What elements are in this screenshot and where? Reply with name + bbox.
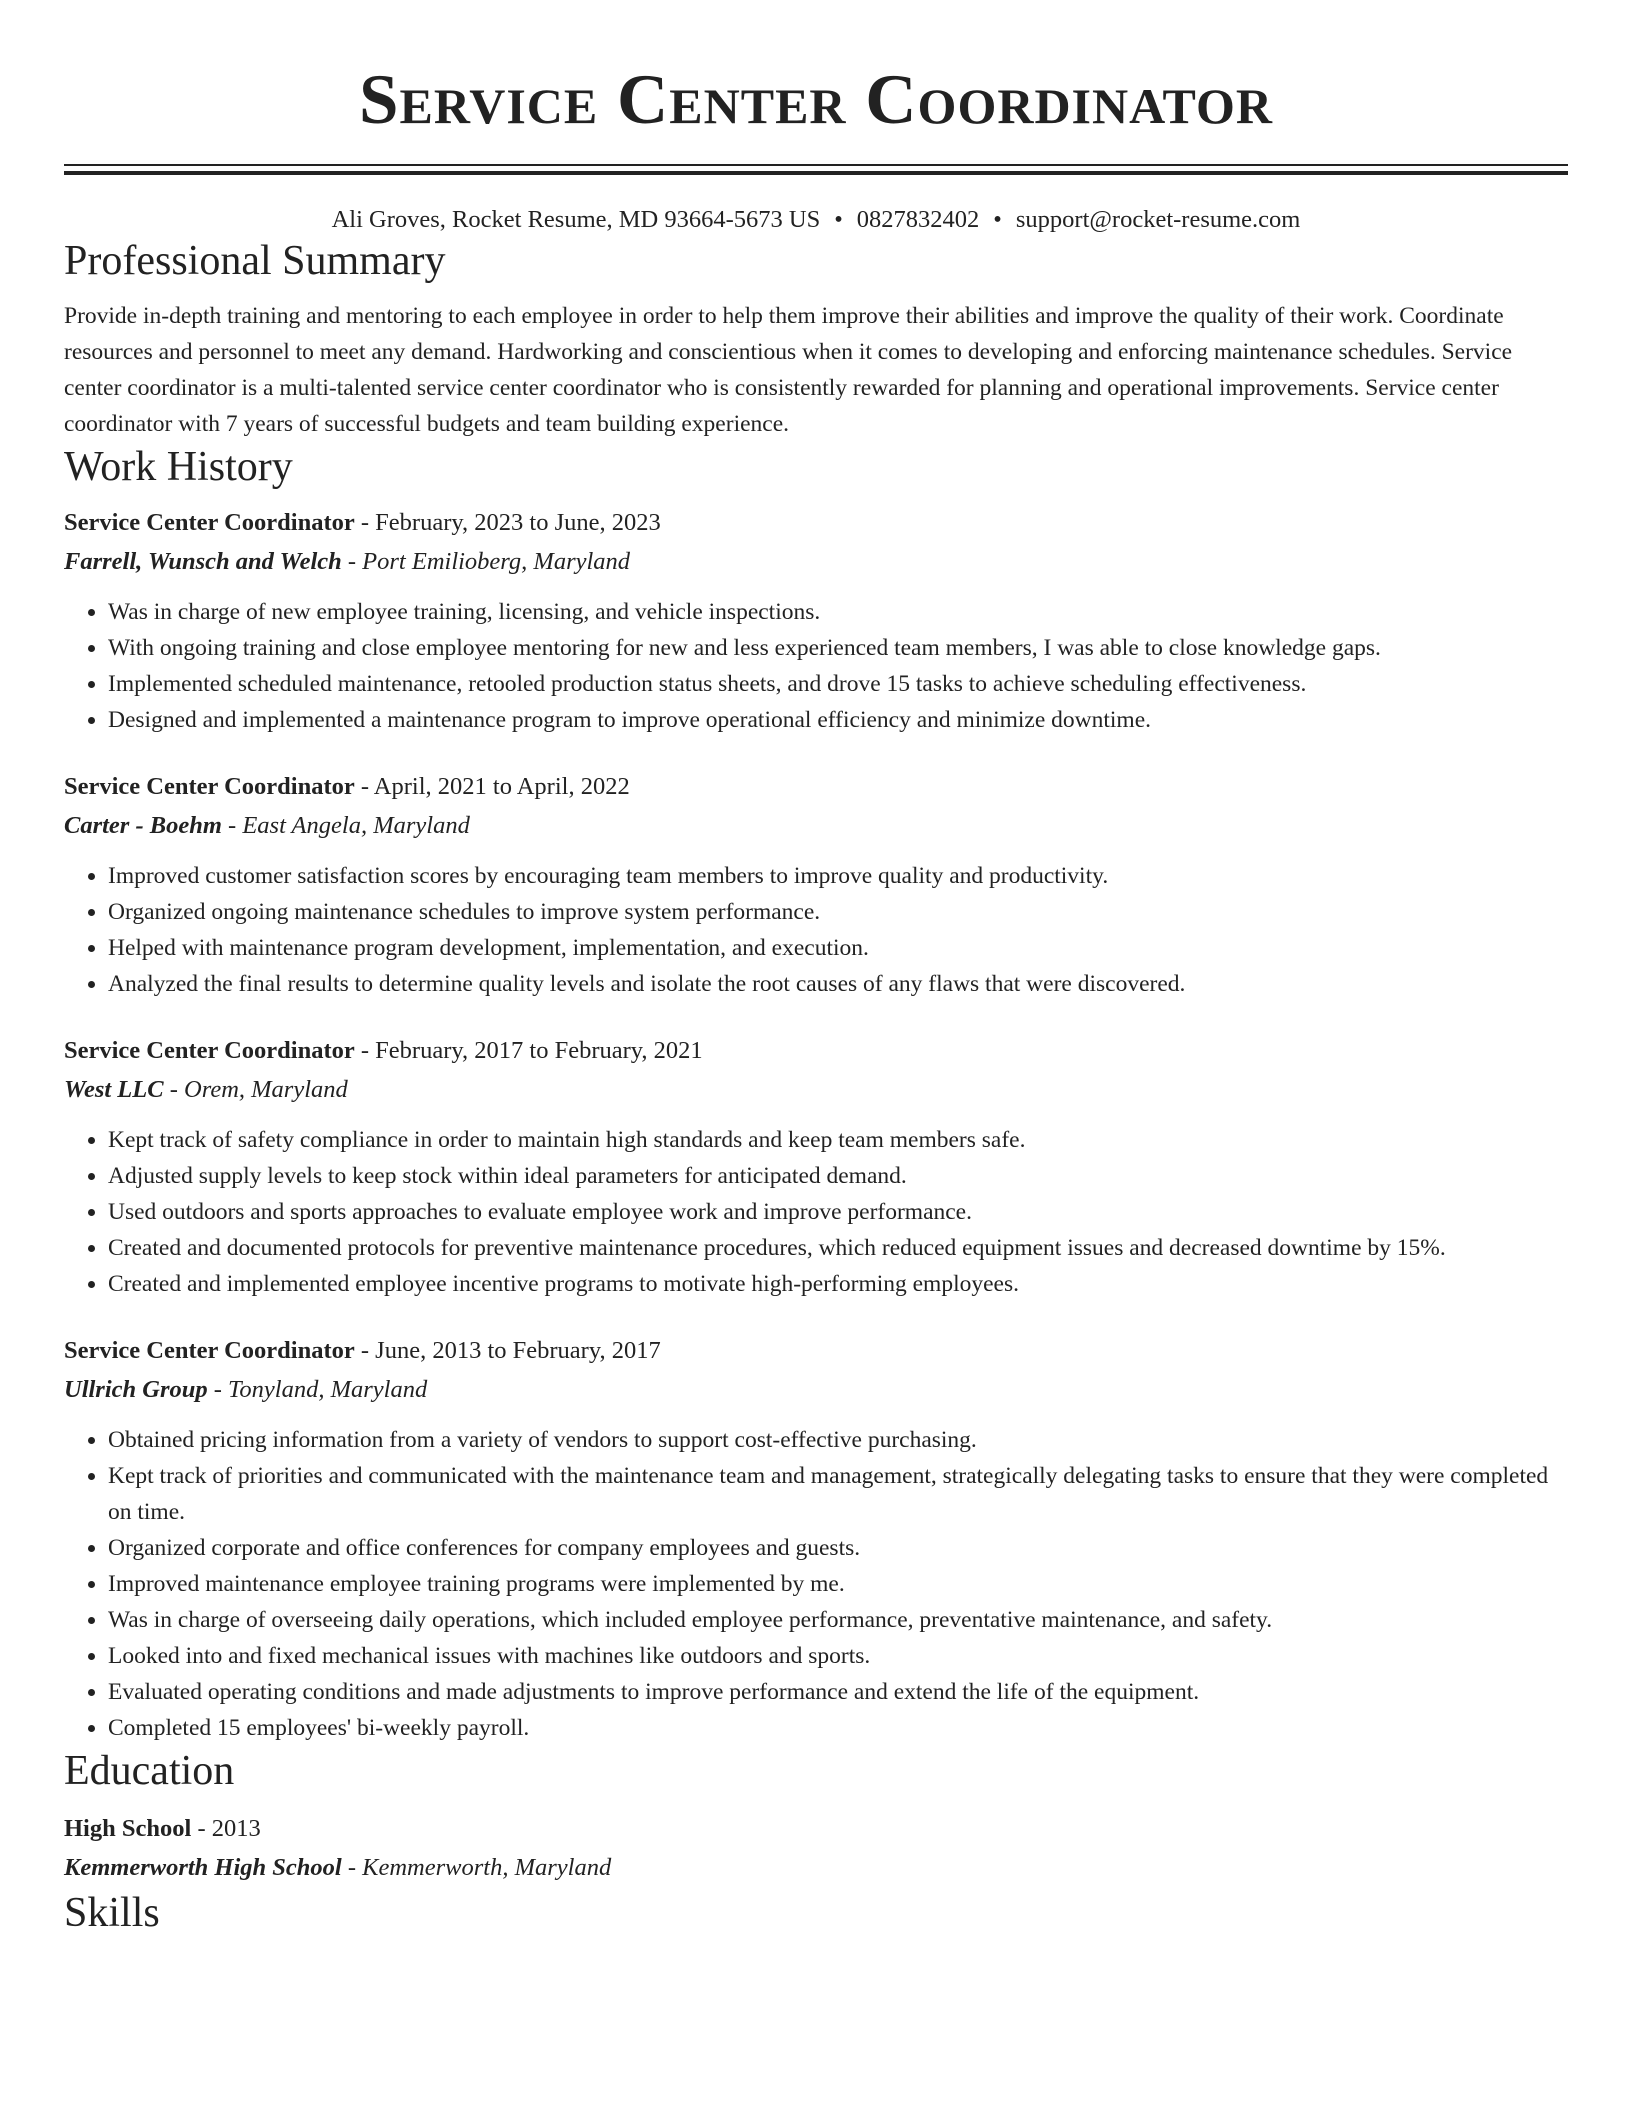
job-employer xyxy=(64,806,1568,846)
job-bullet: • Looked into and fixed mechanical issues with machines like outdoors and sports. xyxy=(108,1638,1568,1674)
education-location: - Kemmerworth, Maryland xyxy=(341,1854,612,1881)
job-location: - East Angela, Maryland xyxy=(221,812,470,839)
job-bullet: • Designed and implemented a maintenance program to improve operational efficiency and minimize downtime. xyxy=(108,702,1568,738)
education-header xyxy=(64,1810,1568,1848)
job-bullet: • Helped with maintenance program development, implementation, and execution. xyxy=(108,930,1568,966)
job-employer xyxy=(64,1070,1568,1110)
job-bullets xyxy=(64,594,1568,738)
contact-separator: • xyxy=(834,206,843,233)
job-header xyxy=(64,1332,1568,1370)
job-bullet: • Completed 15 employees' bi-weekly payroll. xyxy=(108,1710,1568,1746)
resume-title: Service Center Coordinator xyxy=(359,61,1273,139)
contact-line xyxy=(64,204,1568,236)
job-role: Service Center Coordinator xyxy=(64,1337,355,1364)
job-dates: - April, 2021 to April, 2022 xyxy=(354,773,630,800)
job-bullet: • Was in charge of new employee training, licensing, and vehicle inspections. xyxy=(108,594,1568,630)
job-entry xyxy=(64,1332,1568,1746)
job-header xyxy=(64,768,1568,806)
job-bullet: • Adjusted supply levels to keep stock within ideal parameters for anticipated demand. xyxy=(108,1158,1568,1194)
job-role: Service Center Coordinator xyxy=(64,1037,355,1064)
job-bullet: • Used outdoors and sports approaches to evaluate employee work and improve performance. xyxy=(108,1194,1568,1230)
resume-page xyxy=(64,0,1568,1938)
job-bullet: • Improved customer satisfaction scores by encouraging team members to improve quality and productivity. xyxy=(108,858,1568,894)
job-bullet: • Was in charge of overseeing daily operations, which included employee performance, preventative maintenance, and safety. xyxy=(108,1602,1568,1638)
contact-separator: • xyxy=(993,206,1002,233)
contact-phone: 0827832402 xyxy=(856,206,980,233)
summary-heading: Professional Summary xyxy=(64,238,446,284)
education-heading: Education xyxy=(64,1748,235,1794)
job-dates: - February, 2023 to June, 2023 xyxy=(354,509,661,536)
job-bullets xyxy=(64,1422,1568,1746)
skills-heading: Skills xyxy=(64,1890,160,1936)
job-dates: - February, 2017 to February, 2021 xyxy=(354,1037,703,1064)
education-school: Kemmerworth High School xyxy=(64,1854,342,1881)
education-school-line xyxy=(64,1848,1568,1888)
job-company: Farrell, Wunsch and Welch xyxy=(64,548,342,575)
job-bullet: • Organized ongoing maintenance schedules to improve system performance. xyxy=(108,894,1568,930)
work-history-heading: Work History xyxy=(64,444,293,490)
job-company: Ullrich Group xyxy=(64,1376,208,1403)
summary-text: Provide in-depth training and mentoring to each employee in order to help them improve their abilities and improve the quality of their work. Coordinate resources and personnel to meet any demand. Hardworking and conscientious when it comes to developing and enforcing maintenance schedules. Service center coordinator is a multi-talented service center coordinator who is consistently rewarded for planning and operational improvements. Service center coordinator with 7 years of successful budgets and team building experience. xyxy=(64,303,1513,437)
contact-email: support@rocket-resume.com xyxy=(1015,206,1301,233)
job-bullets xyxy=(64,858,1568,1002)
job-header xyxy=(64,1032,1568,1070)
job-entry xyxy=(64,1032,1568,1302)
job-bullets xyxy=(64,1122,1568,1302)
job-bullet: • With ongoing training and close employee mentoring for new and less experienced team members, I was able to close knowledge gaps. xyxy=(108,630,1568,666)
job-entry xyxy=(64,504,1568,738)
job-role: Service Center Coordinator xyxy=(64,509,355,536)
job-bullet: • Kept track of priorities and communicated with the maintenance team and management, strategically delegating tasks to ensure that they were completed on time. xyxy=(108,1458,1568,1530)
job-entry xyxy=(64,768,1568,1002)
job-header xyxy=(64,504,1568,542)
job-location: - Orem, Maryland xyxy=(163,1076,348,1103)
job-employer xyxy=(64,1370,1568,1410)
education-degree: High School xyxy=(64,1815,192,1842)
education-entry xyxy=(64,1810,1568,1888)
job-company: West LLC xyxy=(64,1076,164,1103)
job-role: Service Center Coordinator xyxy=(64,773,355,800)
job-dates: - June, 2013 to February, 2017 xyxy=(354,1337,661,1364)
job-location: - Tonyland, Maryland xyxy=(207,1376,428,1403)
job-bullet: • Improved maintenance employee training programs were implemented by me. xyxy=(108,1566,1568,1602)
job-company: Carter - Boehm xyxy=(64,812,222,839)
title-divider xyxy=(64,164,1568,166)
job-bullet: • Analyzed the final results to determine quality levels and isolate the root causes of any flaws that were discovered. xyxy=(108,966,1568,1002)
job-bullet: • Organized corporate and office conferences for company employees and guests. xyxy=(108,1530,1568,1566)
job-bullet: • Implemented scheduled maintenance, retooled production status sheets, and drove 15 tasks to achieve scheduling effectiveness. xyxy=(108,666,1568,702)
job-location: - Port Emilioberg, Maryland xyxy=(341,548,631,575)
job-bullet: • Evaluated operating conditions and made adjustments to improve performance and extend the life of the equipment. xyxy=(108,1674,1568,1710)
job-employer xyxy=(64,542,1568,582)
contact-address: Ali Groves, Rocket Resume, MD 93664-5673 US xyxy=(331,206,821,233)
job-bullet: • Kept track of safety compliance in order to maintain high standards and keep team members safe. xyxy=(108,1122,1568,1158)
job-bullet: • Obtained pricing information from a variety of vendors to support cost-effective purchasing. xyxy=(108,1422,1568,1458)
education-year: - 2013 xyxy=(191,1815,261,1842)
job-bullet: • Created and implemented employee incentive programs to motivate high-performing employees. xyxy=(108,1266,1568,1302)
job-bullet: • Created and documented protocols for preventive maintenance procedures, which reduced equipment issues and decreased downtime by 15%. xyxy=(108,1230,1568,1266)
